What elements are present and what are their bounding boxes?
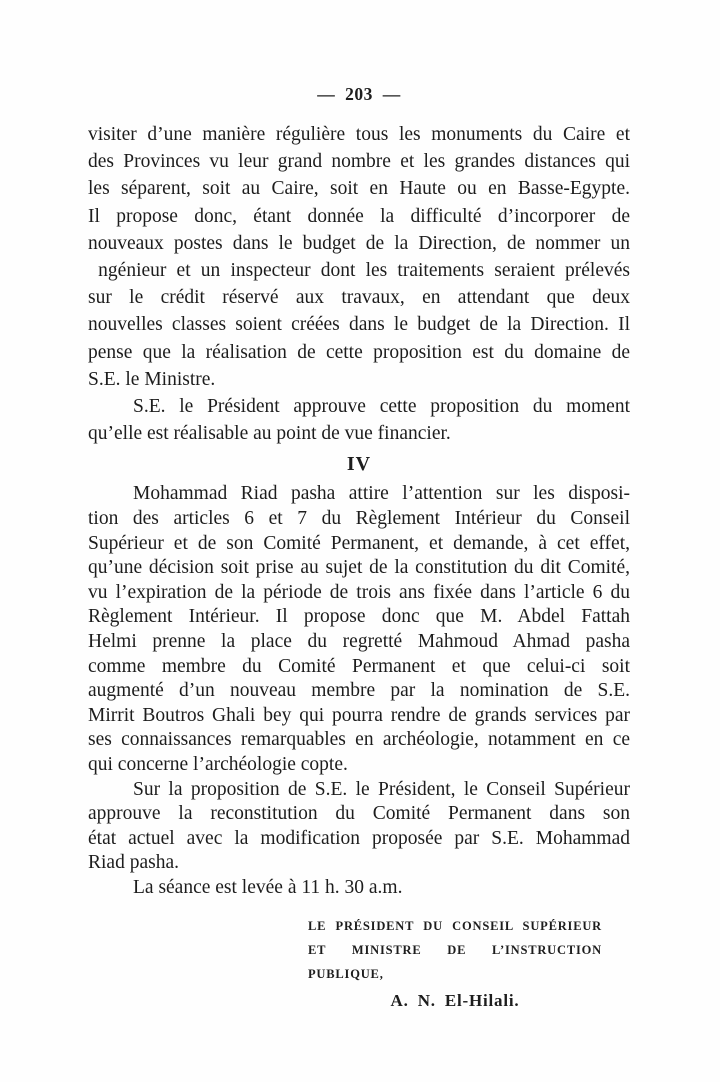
text-line: S.E. le Président approuve cette proposition du moment	[133, 396, 630, 418]
text-line: Mohammad Riad pasha attire l’attention sur les disposi-	[133, 483, 630, 505]
text-line: Supérieur et de son Comité Permanent, et demande, à cet effet,	[88, 532, 630, 554]
text-line: La séance est levée à 11 h. 30 a.m.	[133, 876, 403, 898]
page-number: — 203 —	[317, 84, 401, 104]
text-line: qu’elle est réalisable au point de vue financier.	[88, 423, 451, 445]
signature-role-line-2: ET MINISTRE DE L’INSTRUCTION PUBLIQUE,	[308, 942, 602, 981]
text-line: Il propose donc, étant donnée la difficulté d’incorporer de	[88, 205, 630, 227]
paragraph	[88, 482, 630, 777]
signature-name: A. N. El-Hilali.	[390, 990, 520, 1010]
text-line: ses connaissances remarquables en archéologie, notamment en ce	[88, 729, 630, 751]
text-line: approuve la reconstitution du Comité Permanent dans son	[88, 803, 630, 825]
text-line: Sur la proposition de S.E. le Président, le Conseil Supérieur	[133, 778, 630, 800]
text-line: nouveaux postes dans le budget de la Direction, de nommer un	[88, 232, 630, 254]
text-line: des Provinces vu leur grand nombre et les grandes distances qui	[88, 151, 630, 173]
signature-block	[308, 914, 602, 1013]
paragraph	[88, 393, 630, 447]
text-line: ngénieur et un inspecteur dont les traitements seraient prélevés	[88, 260, 630, 282]
text-line: état actuel avec la modification proposée par S.E. Mohammad	[88, 827, 630, 849]
paragraph	[88, 778, 630, 876]
signature-role-line-1: LE PRÉSIDENT DU CONSEIL SUPÉRIEUR	[308, 918, 602, 933]
text-line: vu l’expiration de la période de trois ans fixée dans l’article 6 du	[88, 581, 630, 603]
paragraph	[88, 121, 630, 393]
text-line: tion des articles 6 et 7 du Règlement Intérieur du Conseil	[88, 508, 630, 530]
text-line: qu’une décision soit prise au sujet de la constitution du dit Comité,	[88, 557, 630, 579]
text-line: sur le crédit réservé aux travaux, en attendant que deux	[88, 287, 630, 309]
section-heading: IV	[346, 453, 372, 476]
text-line: Règlement Intérieur. Il propose donc que M. Abdel Fattah	[88, 606, 630, 628]
text-line: augmenté d’un nouveau membre par la nomination de S.E.	[88, 680, 630, 702]
body-text	[88, 121, 630, 901]
text-line: les séparent, soit au Caire, soit en Haute ou en Basse-Egypte.	[88, 178, 630, 200]
text-line: Helmi prenne la place du regretté Mahmoud Ahmad pasha	[88, 631, 630, 652]
text-line: S.E. le Ministre.	[88, 368, 216, 390]
paragraph	[88, 876, 630, 901]
text-line: pense que la réalisation de cette proposition est du domaine de	[88, 341, 630, 363]
text-line: Riad pasha.	[88, 852, 179, 874]
text-line: visiter d’une manière régulière tous les monuments du Caire et	[88, 124, 630, 145]
text-line: qui concerne l’archéologie copte.	[88, 753, 348, 775]
text-line: comme membre du Comité Permanent et que celui-ci soit	[88, 655, 630, 677]
text-line: Mirrit Boutros Ghali bey qui pourra rendre de grands services par	[88, 704, 630, 726]
text-line: nouvelles classes soient créées dans le budget de la Direction. Il	[88, 314, 630, 336]
